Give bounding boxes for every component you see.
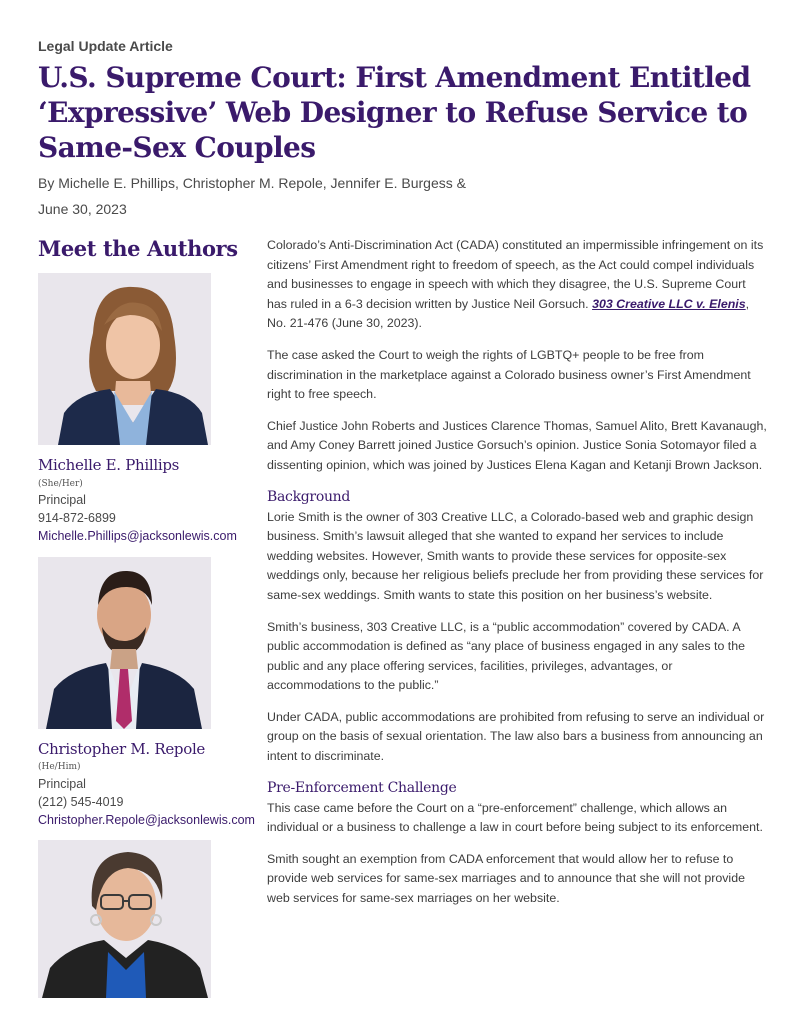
author-photo-christopher-repole[interactable] xyxy=(38,557,211,729)
paragraph-8: Smith sought an exemption from CADA enforcement that would allow her to refuse to provide web services for same-sex marriages and to announce that she will not provide web services for same-sex marriages on her website. xyxy=(267,851,745,906)
author-email-2[interactable]: Christopher.Repole@jacksonlewis.com xyxy=(38,813,255,827)
section-heading-background: Background xyxy=(267,488,351,505)
section-heading-pre-enforcement: Pre-Enforcement Challenge xyxy=(267,779,457,796)
author-pronouns-2: (He/Him) xyxy=(38,762,81,772)
intro-paragraph xyxy=(267,236,767,334)
publish-date: June 30, 2023 xyxy=(38,201,127,217)
paragraph-4: Lorie Smith is the owner of 303 Creative LLC, a Colorado-based web and graphic design business. Smith’s lawsuit alleged that she wanted to expand her services to include wedding websites. However, Smith wants to provide these services for opposite-sex weddings only, because her religious beliefs preclude her from providing these services for same-sex weddings. Smith wants to state this position on her business’s website. xyxy=(267,509,764,602)
author-role-1: Principal xyxy=(38,493,86,507)
page-title: U.S. Supreme Court: First Amendment Entitled ‘Expressive’ Web Designer to Refuse Service to Same-Sex Couples xyxy=(38,61,751,164)
author-photo-michelle-phillips[interactable] xyxy=(38,273,211,445)
paragraph-3: Chief Justice John Roberts and Justices Clarence Thomas, Samuel Alito, Brett Kavanaugh, and Amy Coney Barrett joined Justice Gorsuch’s opinion. Justice Sonia Sotomayor filed a dissenting opinion, which was joined by Justices Elena Kagan and Ketanji Brown Jackson. xyxy=(267,418,767,472)
article-type-label: Legal Update Article xyxy=(38,38,173,54)
authors-heading: Meet the Authors xyxy=(38,236,238,261)
intro-text-end: , No. 21-476 (June 30, 2023). xyxy=(267,296,750,331)
author-phone-2[interactable]: (212) 545-4019 xyxy=(38,795,124,809)
intro-text: Colorado’s Anti-Discrimination Act (CADA) constituted an impermissible infringement on its citizens’ First Amendment right to freedom of speech, as the Act could compel individuals and businesses to engage in speech with which they disagree, the U.S. Supreme Court has ruled in a 6-3 decision written by Justice Neil Gorsuch. xyxy=(267,238,764,311)
author-pronouns-1: (She/Her) xyxy=(38,479,83,489)
author-name-1[interactable]: Michelle E. Phillips xyxy=(38,456,180,474)
author-email-1[interactable]: Michelle.Phillips@jacksonlewis.com xyxy=(38,529,237,543)
paragraph-5: Smith’s business, 303 Creative LLC, is a “public accommodation” covered by CADA. A public accommodation is defined as “any place of business engaged in any sales to the public and any place offering services, facilities, privileges, advantages, or accommodations to the public.” xyxy=(267,619,746,693)
paragraph-2: The case asked the Court to weigh the rights of LGBTQ+ people to be free from discrimination in the marketplace against a Colorado business owner’s First Amendment right to free speech. xyxy=(267,347,751,402)
author-role-2: Principal xyxy=(38,777,86,791)
paragraph-6: Under CADA, public accommodations are prohibited from refusing to serve an individual or group on the basis of sexual orientation. The law also bars a business from announcing an intent to discriminate. xyxy=(267,709,765,764)
byline: By Michelle E. Phillips, Christopher M. Repole, Jennifer E. Burgess & xyxy=(38,175,466,191)
author-name-2[interactable]: Christopher M. Repole xyxy=(38,740,206,758)
author-phone-1[interactable]: 914-872-6899 xyxy=(38,511,116,525)
paragraph-7: This case came before the Court on a “pre-enforcement” challenge, which allows an individual or a business to challenge a law in court before being subject to its enforcement. xyxy=(267,800,763,835)
author-photo-3[interactable] xyxy=(38,840,211,998)
case-citation-link[interactable]: 303 Creative LLC v. Elenis xyxy=(592,296,746,311)
article-body xyxy=(267,236,767,921)
